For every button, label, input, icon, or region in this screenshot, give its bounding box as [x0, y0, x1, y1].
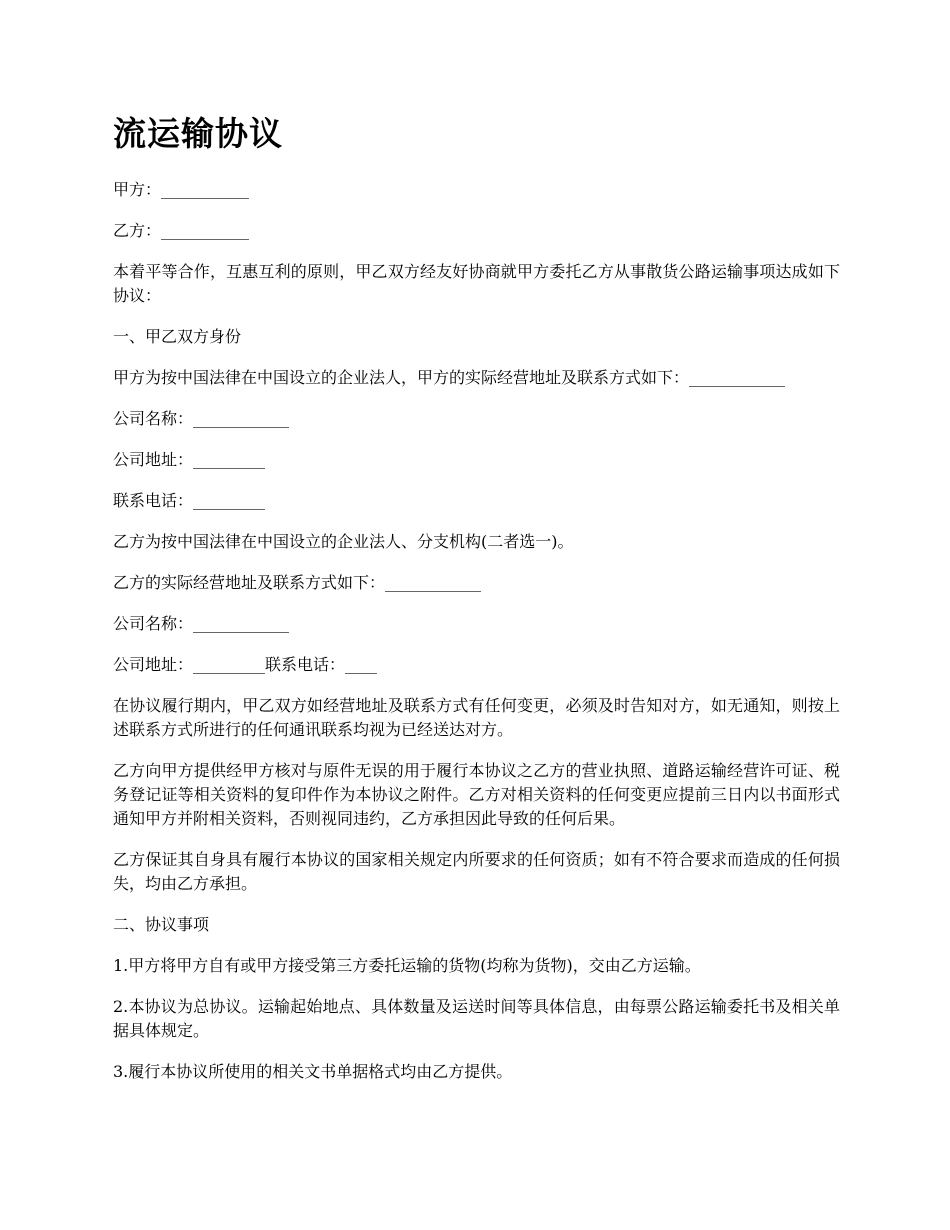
- section-heading-matters: 二、协议事项: [113, 915, 210, 934]
- party-a-line: 甲方：___________: [113, 180, 250, 199]
- matters-item-2: 2.本协议为总协议。运输起始地点、具体数量及运送时间等具体信息，由每票公路运输委托书及相关单据具体规定。: [113, 997, 840, 1040]
- party-b-company-name: 公司名称：____________: [113, 614, 290, 633]
- matters-item-1: 1.甲方将甲方自有或甲方接受第三方委托运输的货物(均称为货物)，交由乙方运输。: [113, 956, 701, 975]
- party-a-company-name: 公司名称：____________: [113, 409, 290, 428]
- document-page: [113, 110, 840, 1101]
- document-title: 流运输协议: [113, 114, 283, 153]
- preamble-paragraph: 本着平等合作，互惠互利的原则，甲乙双方经友好协商就甲方委托乙方从事散货公路运输事项达成如下协议：: [113, 262, 840, 305]
- party-b-description: 乙方为按中国法律在中国设立的企业法人、分支机构(二者选一)。: [113, 532, 574, 551]
- party-a-description: 甲方为按中国法律在中国设立的企业法人，甲方的实际经营地址及联系方式如下：____________: [113, 368, 786, 387]
- matters-item-3: 3.履行本协议所使用的相关文书单据格式均由乙方提供。: [113, 1062, 513, 1081]
- party-a-phone: 联系电话：_________: [113, 491, 266, 510]
- party-b-contact-intro: 乙方的实际经营地址及联系方式如下：____________: [113, 573, 482, 592]
- party-b-address-phone: 公司地址：_________联系电话：____: [113, 655, 378, 674]
- section-heading-identity: 一、甲乙双方身份: [113, 327, 242, 346]
- contact-change-clause: 在协议履行期内，甲乙双方如经营地址及联系方式有任何变更，必须及时告知对方，如无通知，则按上述联系方式所进行的任何通讯联系均视为已经送达对方。: [113, 696, 840, 739]
- documents-clause: 乙方向甲方提供经甲方核对与原件无误的用于履行本协议之乙方的营业执照、道路运输经营许可证、税务登记证等相关资料的复印件作为本协议之附件。乙方对相关资料的任何变更应提前三日内以书面形式通知甲方并附相关资料，否则视同违约，乙方承担因此导致的任何后果。: [113, 761, 840, 828]
- qualification-clause: 乙方保证其自身具有履行本协议的国家相关规定内所要求的任何资质；如有不符合要求而造成的任何损失，均由乙方承担。: [113, 850, 840, 893]
- party-a-company-address: 公司地址：_________: [113, 450, 266, 469]
- party-b-line: 乙方：___________: [113, 221, 250, 240]
